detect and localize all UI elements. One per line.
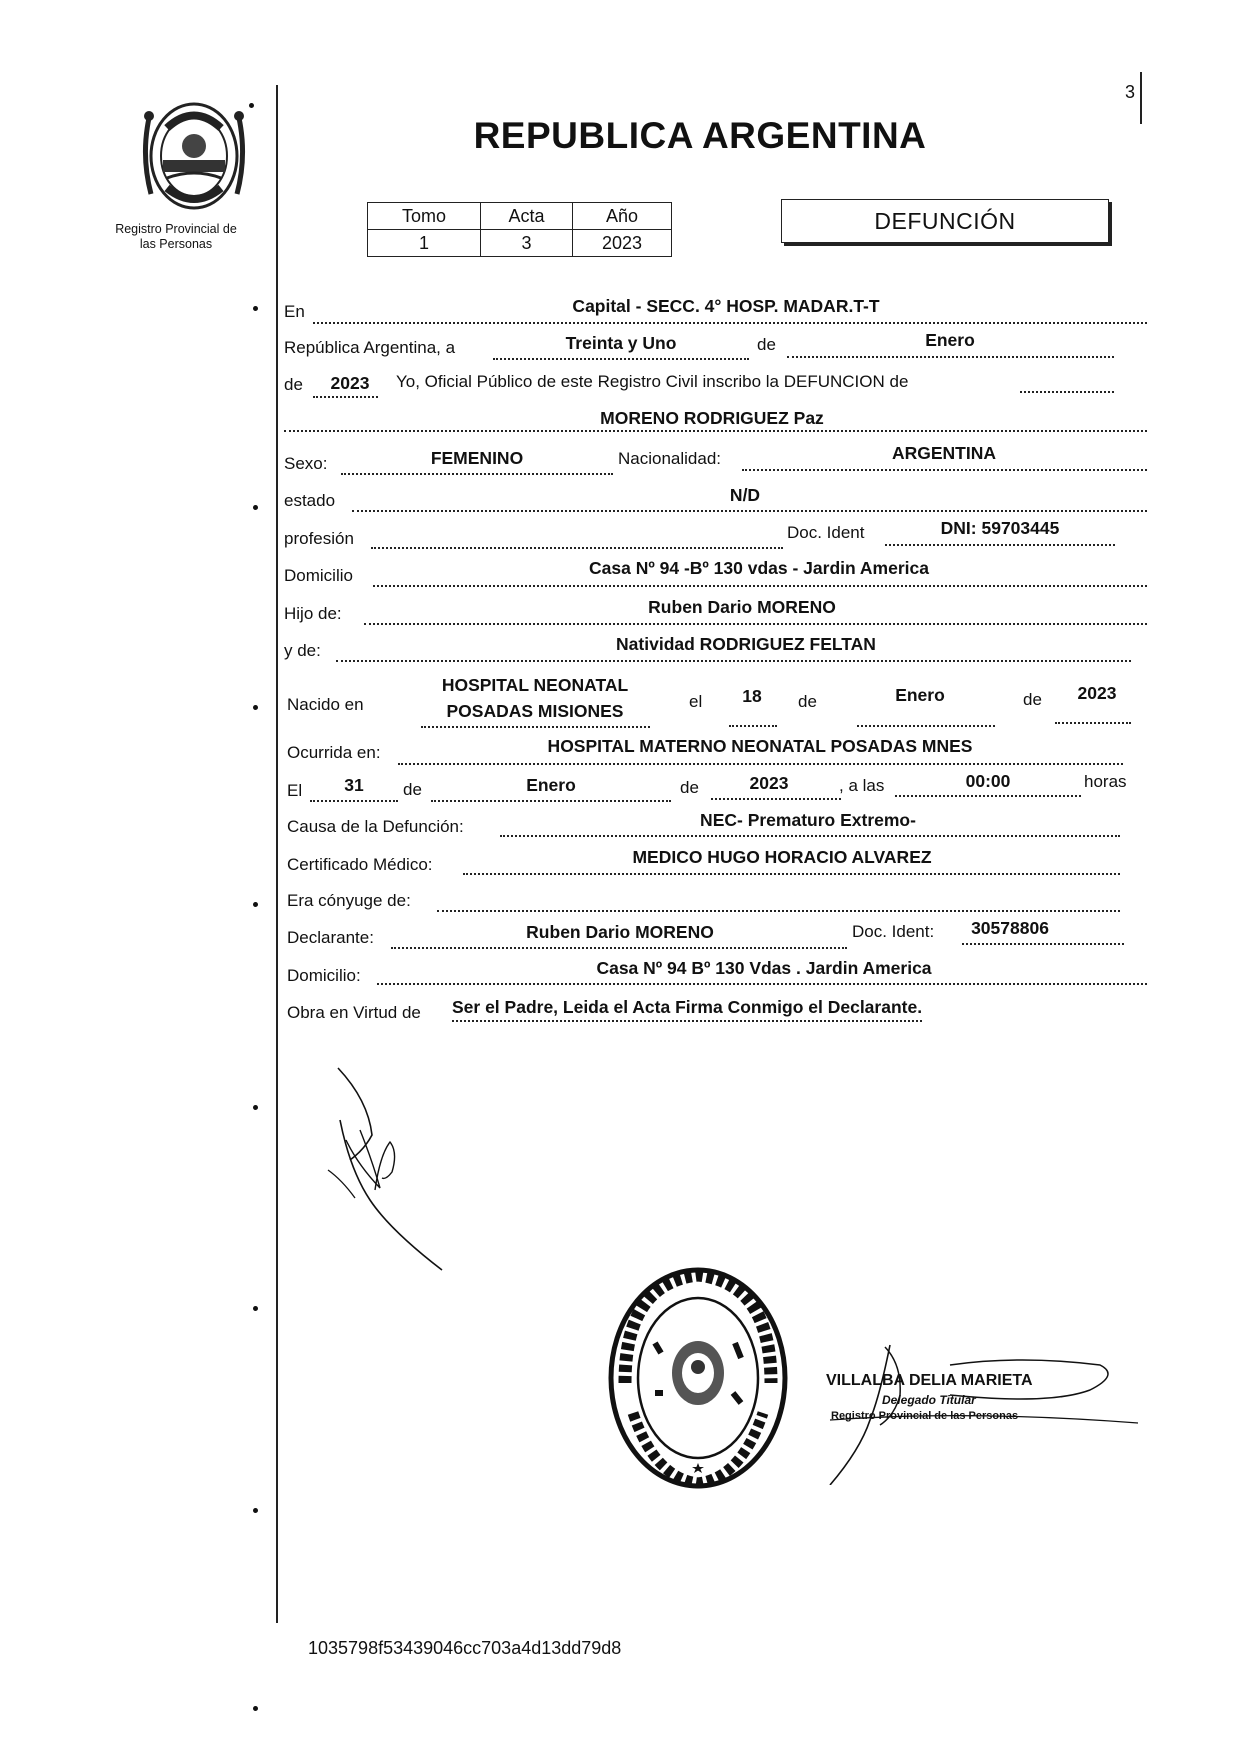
certificado-line [463,873,1120,875]
death-de-label: de [403,780,422,799]
certificado-value: MEDICO HUGO HORACIO ALVAREZ [632,847,932,867]
profesion-line [371,547,783,549]
nacido-value-2: POSADAS MISIONES [446,701,624,721]
month-line [787,356,1114,358]
official-signature [820,1325,1140,1485]
doc-ident-label: Doc. Ident [787,523,865,542]
book-value-row [368,230,672,257]
death-time-line [895,795,1081,797]
delegation-stamp [605,1263,791,1493]
conyuge-label: Era cónyuge de: [287,891,411,910]
sexo-line [341,473,613,475]
month-text: Enero [925,330,975,350]
causa-label: Causa de la Defunción: [287,817,464,836]
alas-label: , a las [839,776,885,795]
estado-line [352,510,1147,512]
domicilio-line [373,585,1147,587]
birth-de-label: de [798,692,817,711]
margin-dot [253,306,258,311]
document-hash: 1035798f53439046cc703a4d13dd79d8 [308,1638,622,1658]
anio-value: 2023 [573,230,672,257]
causa-value: NEC- Prematuro Extremo- [700,810,916,830]
yde-line [336,660,1131,662]
nacionalidad-value: ARGENTINA [891,443,997,463]
de-year-label: de [284,375,303,394]
sexo-value: FEMENINO [430,448,524,468]
birth-month: Enero [895,685,945,705]
decl-doc-line [962,943,1124,945]
conyuge-line [437,910,1120,912]
year-line [313,396,378,398]
margin-dot [253,902,258,907]
el-label: el [689,692,703,711]
en-label: En [284,302,305,321]
birth-day-line [729,725,777,727]
name-line [284,430,1147,432]
en-line [313,322,1147,324]
hijo-label: Hijo de: [284,604,342,623]
republica-label: República Argentina, a [284,338,456,357]
nacido-label: Nacido en [287,695,364,714]
yde-value: Natividad RODRIGUEZ FELTAN [616,634,876,654]
province-coat-of-arms [137,98,251,214]
document-title: REPUBLICA ARGENTINA [473,115,927,156]
margin-dot [253,505,258,510]
right-margin-line [1140,72,1142,124]
profesion-label: profesión [284,529,354,548]
declarante-value: Ruben Dario MORENO [526,922,714,942]
book-reference-table [367,202,672,257]
birth-day: 18 [742,686,762,706]
sexo-label: Sexo: [284,454,328,473]
margin-dot [253,1706,258,1711]
deceased-name: MORENO RODRIGUEZ Paz [600,408,824,428]
day-line [493,358,749,360]
acta-header: Acta [481,203,573,230]
official-name: VILLALBA DELIA MARIETA [826,1372,1033,1389]
death-month: Enero [526,775,576,795]
obra-label: Obra en Virtud de [287,1003,421,1022]
death-day-line [310,800,398,802]
domicilio-value: Casa Nº 94 -Bº 130 vdas - Jardin America [589,558,929,578]
page-number: 3 [1125,82,1136,102]
record-type-box: DEFUNCIÓN [781,199,1109,243]
yo-line [1020,391,1114,393]
margin-dot [253,705,258,710]
decl-domicilio-value: Casa Nº 94 Bº 130 Vdas . Jardin America [596,958,932,978]
death-day: 31 [344,775,364,795]
tomo-value: 1 [368,230,481,257]
domicilio-label: Domicilio [284,566,353,585]
declarante-line [391,947,847,949]
doc-ident-line [885,544,1115,546]
el2-label: El [287,781,303,800]
year-value: 2023 [330,373,370,393]
death-month-line [431,800,671,802]
registry-name: Registro Provincial de las Personas [115,222,237,251]
nacido-line [421,726,650,728]
hijo-value: Ruben Dario MORENO [648,597,836,617]
decl-doc-value: 30578806 [971,918,1049,938]
margin-dot [253,1508,258,1513]
estado-label: estado [284,491,336,510]
decl-domicilio-line [377,983,1147,985]
certificado-label: Certificado Médico: [287,855,433,874]
official-role: Delegado Titular [882,1393,976,1407]
anio-header: Año [573,203,672,230]
causa-line [500,835,1120,837]
book-header-row [368,203,672,230]
ocurrida-label: Ocurrida en: [287,743,381,762]
declarante-label: Declarante: [287,928,374,947]
en-value: Capital - SECC. 4° HOSP. MADAR.T-T [572,296,880,316]
death-year-line [711,798,841,800]
acta-value: 3 [481,230,573,257]
yo-text: Yo, Oficial Público de este Registro Civil inscribo la DEFUNCION de [396,372,909,391]
day-text: Treinta y Uno [565,333,677,353]
obra-value: Ser el Padre, Leida el Acta Firma Conmigo el Declarante. [452,997,922,1022]
nacionalidad-label: Nacionalidad: [618,449,722,468]
ocurrida-value: HOSPITAL MATERNO NEONATAL POSADAS MNES [547,736,973,756]
margin-dot [253,1105,258,1110]
margin-dot [253,1306,258,1311]
death-time: 00:00 [965,771,1011,791]
nacido-value-1: HOSPITAL NEONATAL [441,675,629,695]
yde-label: y de: [284,641,321,660]
birth-year-line [1055,722,1131,724]
horas-label: horas [1084,772,1127,791]
nacionalidad-line [742,469,1147,471]
estado-value: N/D [729,485,761,505]
decl-domicilio-label: Domicilio: [287,966,361,985]
decl-doc-label: Doc. Ident: [852,922,935,941]
birth-year: 2023 [1077,683,1117,703]
tomo-header: Tomo [368,203,481,230]
doc-ident-value: DNI: 59703445 [940,518,1060,538]
birth-de-label-2: de [1023,690,1042,709]
birth-month-line [857,725,995,727]
de-label: de [757,335,776,354]
official-org: Registro Provincial de las Personas [831,1410,1019,1422]
death-year: 2023 [749,773,789,793]
ocurrida-line [398,763,1123,765]
left-margin-line [276,85,278,1623]
hijo-line [364,623,1147,625]
declarant-signature [320,1060,450,1280]
death-de-label-2: de [680,778,699,797]
